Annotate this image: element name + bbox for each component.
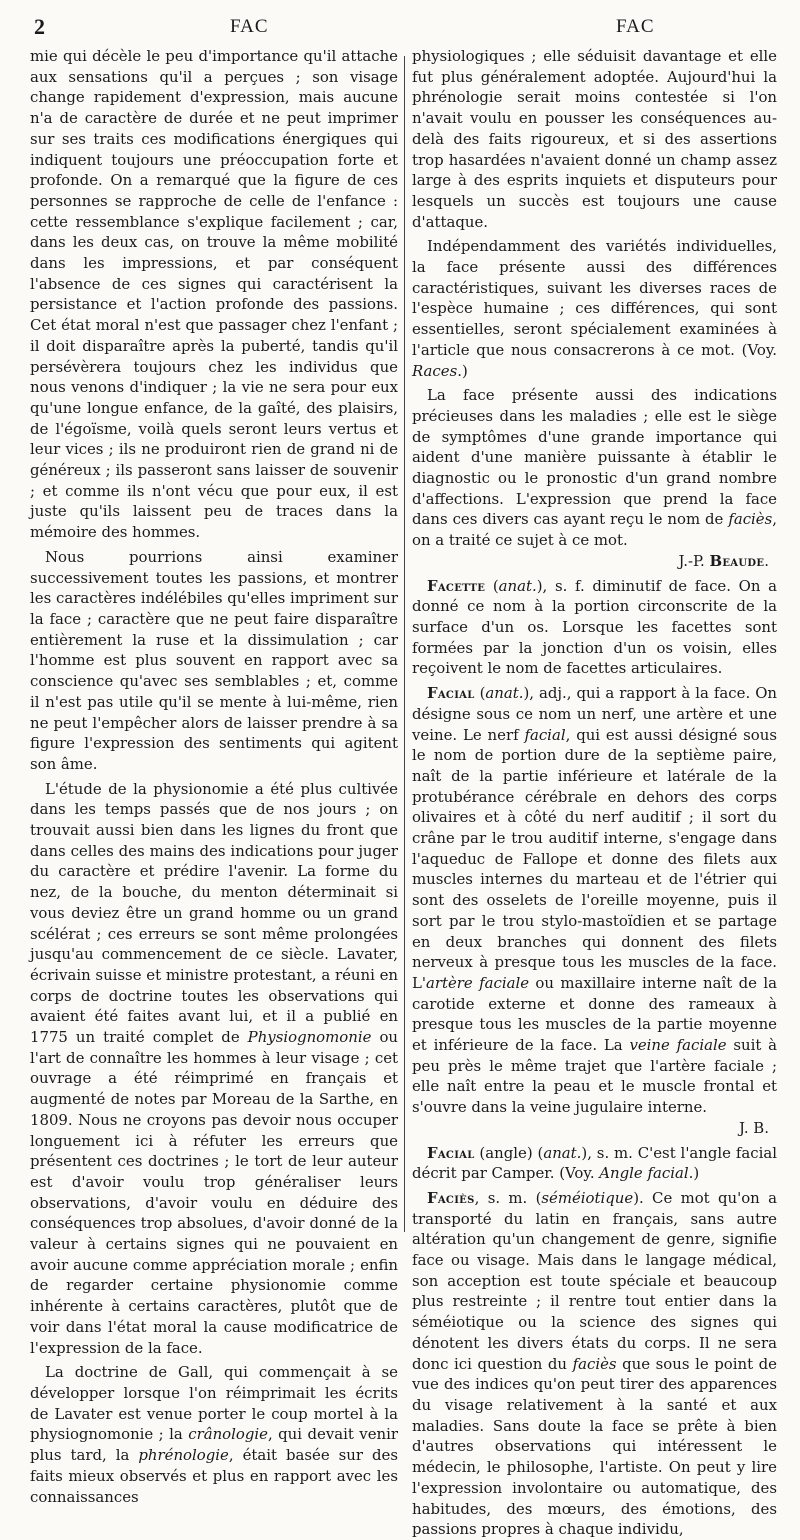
dictionary-entry: Facial (anat.), adj., qui a rapport à la face. On désigne sous ce nom un nerf, une artère et une veine. Le nerf facial, qui est aussi désigné sous le nom de portion dure de la septième paire, naît de la partie inférieure et latérale de la protubérance cérébrale en dehors des corps olivaires et à côté du nerf auditif ; il sort du crâne par le trou auditif interne, s'engage dans l'aqueduc de Fallope et donne des filets aux muscles internes du marteau et de l'étrier qui sont des osselets de l'oreille moyenne, puis il sort par le trou stylo-mastoïdien et se partage en deux branches qui donnent des filets nerveux à presque tous les muscles de la face. L'artère faciale ou maxillaire interne naît de la carotide externe et donne des rameaux à presque tous les muscles de la partie moyenne et inférieure de la face. La veine faciale suit à peu près le même trajet que l'artère faciale ; elle naît entre la peau et le muscle frontal et s'ouvre dans la veine jugulaire interne. [412, 684, 777, 1117]
header-left-title: FAC [230, 16, 269, 37]
header-right-title: FAC [616, 16, 655, 37]
column-divider [404, 56, 405, 1232]
signature: J. B. [739, 1118, 769, 1137]
paragraph: Indépendamment des variétés individuelles, la face présente aussi des différences caractéristiques, suivant les diverses races de l'espèce humaine ; ces différences, qui sont essentielles, seront spécialement examinées à l'article que nous consacrerons à ce mot. (Voy. Races.) [412, 237, 777, 380]
left-column [30, 46, 398, 1506]
right-column [412, 46, 777, 1539]
paragraph: L'étude de la physionomie a été plus cultivée dans les temps passés que de nos jours ; on trouvait aussi bien dans les lignes du front que dans celles des mains des indications pour juger du caractère et prédire l'avenir. La forme du nez, de la bouche, du menton déterminait si vous deviez être un grand homme ou un grand scélérat ; ces erreurs se sont même prolongées jusqu'au commencement de ce siècle. Lavater, écrivain suisse et ministre protestant, a réuni en corps de doctrine toutes les observations qui avaient été faites avant lui, et il a publié en 1775 un traité complet de Physiognomonie ou l'art de connaître les hommes à leur visage ; cet ouvrage a été réimprimé en français et augmenté de notes par Moreau de la Sarthe, en 1809. Nous ne croyons pas devoir nous occuper longuement ici à réfuter les erreurs que présentent ces doctrines ; le tort de leur auteur est d'avoir voulu trop généraliser leurs observations, d'avoir voulu en déduire des conséquences trop absolues, d'avoir donné de la valeur à certains signes qui ne pouvaient en avoir aucune comme appréciation morale ; enfin de regarder certaine physionomie comme inhérente à certains caractères, plutôt que de voir dans l'état moral la cause modificatrice de l'expression de la face. [30, 779, 398, 1357]
paragraph: physiologiques ; elle séduisit davantage et elle fut plus généralement adoptée. Aujourd'hui la phrénologie serait moins contestée si l'on n'avait voulu en pousser les conséquences au-delà des faits rigoureux, et si des assertions trop hasardées n'avaient donné un champ assez large à des esprits inquiets et disputeurs pour lesquels un succès est toujours une cause d'attaque. [412, 47, 777, 231]
dictionary-entry: Facette (anat.), s. f. diminutif de face. On a donné ce nom à la portion circonscrite de la surface d'un os. Lorsque les facettes sont formées par la jonction d'un os voisin, elles reçoivent le nom de facettes articulaires. [412, 576, 777, 678]
dictionary-entry: Facial (angle) (anat.), s. m. C'est l'angle facial décrit par Camper. (Voy. Angle facial.) [412, 1143, 777, 1183]
paragraph: mie qui décèle le peu d'importance qu'il attache aux sensations qu'il a perçues ; son visage change rapidement d'expression, mais aucune n'a de caractère de durée et ne peut imprimer sur ses traits ces modifications énergiques qui indiquent toujours une préoccupation forte et profonde. On a remarqué que la figure de ces personnes se rapproche de celle de l'enfance : cette ressemblance s'explique facilement ; car, dans les deux cas, on trouve la même mobilité dans les impressions, et par conséquent l'absence de ces signes qui caractérisent la persistance et l'action profonde des passions. Cet état moral n'est que passager chez l'enfant ; il doit disparaître après la puberté, tandis qu'il persévèrera toujours chez les individus que nous venons d'indiquer ; la vie ne sera pour eux qu'une longue enfance, de la gaîté, des plaisirs, de l'égoïsme, voilà quels seront leurs vertus et leur vices ; ils ne produiront rien de grand ni de généreux ; ils passeront sans laisser de souvenir ; et comme ils n'ont vécu que pour eux, il est juste qu'ils laissent peu de traces dans la mémoire des hommes. [30, 47, 398, 542]
page-number: 2 [34, 14, 45, 39]
paragraph: La face présente aussi des indications précieuses dans les maladies ; elle est le siège de symptômes d'une grande importance qui aident d'une manière puissante à établir le diagnostic ou le pronostic d'un grand nombre d'affections. L'expression que prend la face dans ces divers cas ayant reçu le nom de faciès, on a traité ce sujet à ce mot. [412, 386, 777, 550]
dictionary-entry: Faciès, s. m. (séméiotique). Ce mot qu'on a transporté du latin en français, sans autre altération qu'un changement de genre, signifie face ou visage. Mais dans le langage médical, son acception est toute spéciale et beaucoup plus restreinte ; il rentre tout entier dans la séméiotique ou la science des signes qui dénotent les divers états du corps. Il ne sera donc ici question du faciès que sous le point de vue des indices qu'on peut tirer des apparences du visage relativement à la santé et aux maladies. Sans doute la face se prête à bien d'autres observations qui intéressent le médecin, le philosophe, l'artiste. On peut y lire l'expression involontaire ou automatique, des habitudes, des mœurs, des émotions, des passions propres à chaque individu, [412, 1188, 777, 1539]
running-header [28, 14, 772, 42]
signature: J.-P. Beaude. [678, 551, 769, 570]
paragraph: Nous pourrions ainsi examiner successivement toutes les passions, et montrer les caractères indélébiles qu'elles impriment sur la face ; caractère que ne peut faire disparaître entièrement la ruse et la dissimulation ; car l'homme est plus souvent en rapport avec sa conscience qu'avec ses semblables ; et, comme il n'est pas utile qu'il se mente à lui-même, rien ne peut l'empêcher alors de laisser prendre à sa figure l'expression des sentiments qui agitent son âme. [30, 547, 398, 773]
paragraph: La doctrine de Gall, qui commençait à se développer lorsque l'on réimprimait les écrits de Lavater est venue porter le coup mortel à la physiognomonie ; la crânologie, qui devait venir plus tard, la phrénologie, était basée sur des faits mieux observés et plus en rapport avec les connaissances [30, 1363, 398, 1506]
